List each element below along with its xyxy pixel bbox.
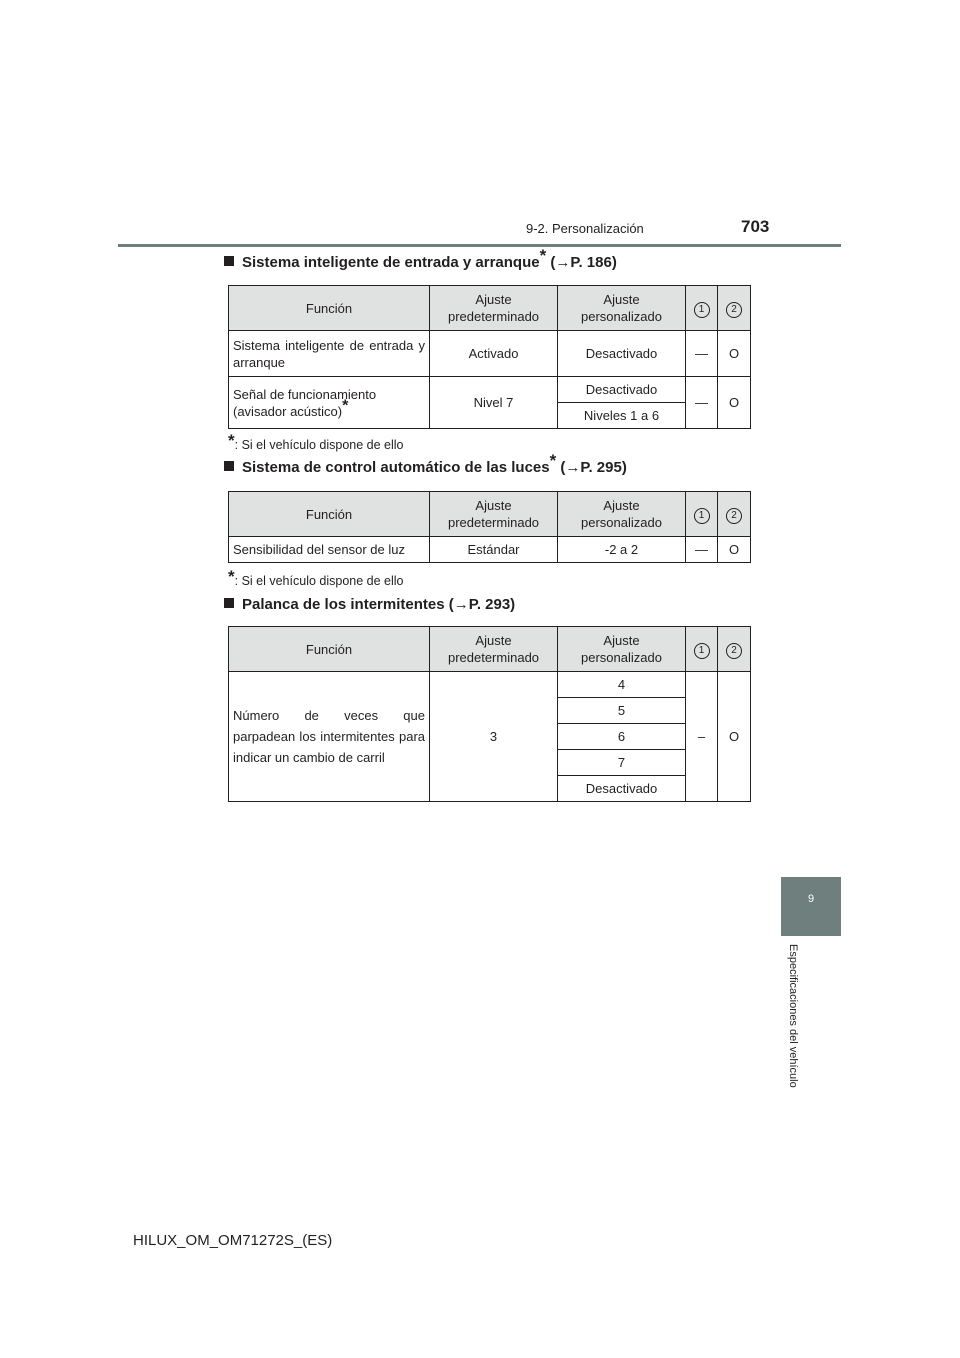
asterisk-mark: * (228, 431, 235, 450)
header-col-2 (718, 286, 751, 331)
header-col-1 (686, 627, 718, 672)
header-custom: Ajuste personalizado (558, 492, 686, 537)
table-row (229, 537, 751, 563)
col-1-cell: – (686, 672, 718, 802)
col-2-cell: O (718, 377, 751, 429)
header-function: Función (229, 627, 430, 672)
square-bullet-icon (224, 598, 234, 608)
asterisk-mark: * (549, 451, 557, 470)
table-row (229, 331, 751, 377)
custom-cell: 5 (558, 698, 686, 724)
custom-cell: 6 (558, 724, 686, 750)
table-header-row (229, 627, 751, 672)
col-2-cell: O (718, 537, 751, 563)
page-reference[interactable]: (→P. 295) (560, 459, 627, 476)
custom-cell: 4 (558, 672, 686, 698)
chapter-label: Especificaciones del vehículo (787, 944, 799, 1088)
circled-2-icon: 2 (726, 302, 742, 318)
smart-entry-table (228, 285, 751, 429)
header-custom: Ajuste personalizado (558, 627, 686, 672)
header-col-1 (686, 286, 718, 331)
custom-cell: Niveles 1 a 6 (558, 403, 686, 429)
circled-1-icon: 1 (694, 302, 710, 318)
footnote: *: Si el vehículo dispone de ello (228, 431, 404, 452)
default-cell: Nivel 7 (430, 377, 558, 429)
function-cell: Sistema inteligente de entrada y arranque (229, 331, 430, 377)
circled-1-icon: 1 (694, 508, 710, 524)
asterisk-mark: * (342, 397, 349, 415)
square-bullet-icon (224, 461, 234, 471)
custom-cell: -2 a 2 (558, 537, 686, 563)
header-function: Función (229, 286, 430, 331)
circled-2-icon: 2 (726, 508, 742, 524)
header-default: Ajuste predeterminado (430, 492, 558, 537)
col-1-cell: — (686, 331, 718, 377)
header-col-1 (686, 492, 718, 537)
table-row (229, 672, 751, 698)
header-function: Función (229, 492, 430, 537)
col-2-cell: O (718, 331, 751, 377)
asterisk-mark: * (228, 567, 235, 586)
header-col-2 (718, 627, 751, 672)
auto-light-table (228, 491, 751, 563)
table-header-row (229, 492, 751, 537)
col-1-cell: — (686, 537, 718, 563)
table-row (229, 377, 751, 403)
circled-2-icon: 2 (726, 643, 742, 659)
header-default: Ajuste predeterminado (430, 627, 558, 672)
section-title-turn-signal: Palanca de los intermitentes (→P. 293) (224, 596, 515, 613)
col-2-cell: O (718, 672, 751, 802)
default-cell: Activado (430, 331, 558, 377)
custom-cell: Desactivado (558, 331, 686, 377)
section-header: 9-2. Personalización (526, 221, 644, 236)
document-id: HILUX_OM_OM71272S_(ES) (133, 1232, 333, 1249)
page-number: 703 (741, 217, 770, 236)
page-reference[interactable]: (→P. 186) (550, 254, 617, 271)
function-cell: Señal de funcionamiento (avisador acústico)* (229, 377, 430, 429)
chapter-tab[interactable] (781, 877, 841, 936)
header-divider (118, 244, 841, 247)
footnote: *: Si el vehículo dispone de ello (228, 567, 404, 588)
header-col-2 (718, 492, 751, 537)
header-custom: Ajuste personalizado (558, 286, 686, 331)
table-header-row (229, 286, 751, 331)
function-cell: Número de veces que parpadean los intermitentes para indicar un cambio de carril (229, 672, 430, 802)
custom-cell: 7 (558, 750, 686, 776)
function-cell: Sensibilidad del sensor de luz (229, 537, 430, 563)
circled-1-icon: 1 (694, 643, 710, 659)
page-reference[interactable]: (→P. 293) (448, 596, 516, 613)
asterisk-mark: * (539, 246, 547, 265)
square-bullet-icon (224, 256, 234, 266)
custom-cell: Desactivado (558, 377, 686, 403)
default-cell: 3 (430, 672, 558, 802)
col-1-cell: — (686, 377, 718, 429)
section-title-auto-light: Sistema de control automático de las luces* (→P. 295) (224, 459, 627, 476)
custom-cell: Desactivado (558, 776, 686, 802)
chapter-number: 9 (807, 893, 815, 905)
turn-signal-table (228, 626, 751, 802)
header-default: Ajuste predeterminado (430, 286, 558, 331)
default-cell: Estándar (430, 537, 558, 563)
section-title-smart-entry: Sistema inteligente de entrada y arranque* (→P. 186) (224, 254, 617, 271)
